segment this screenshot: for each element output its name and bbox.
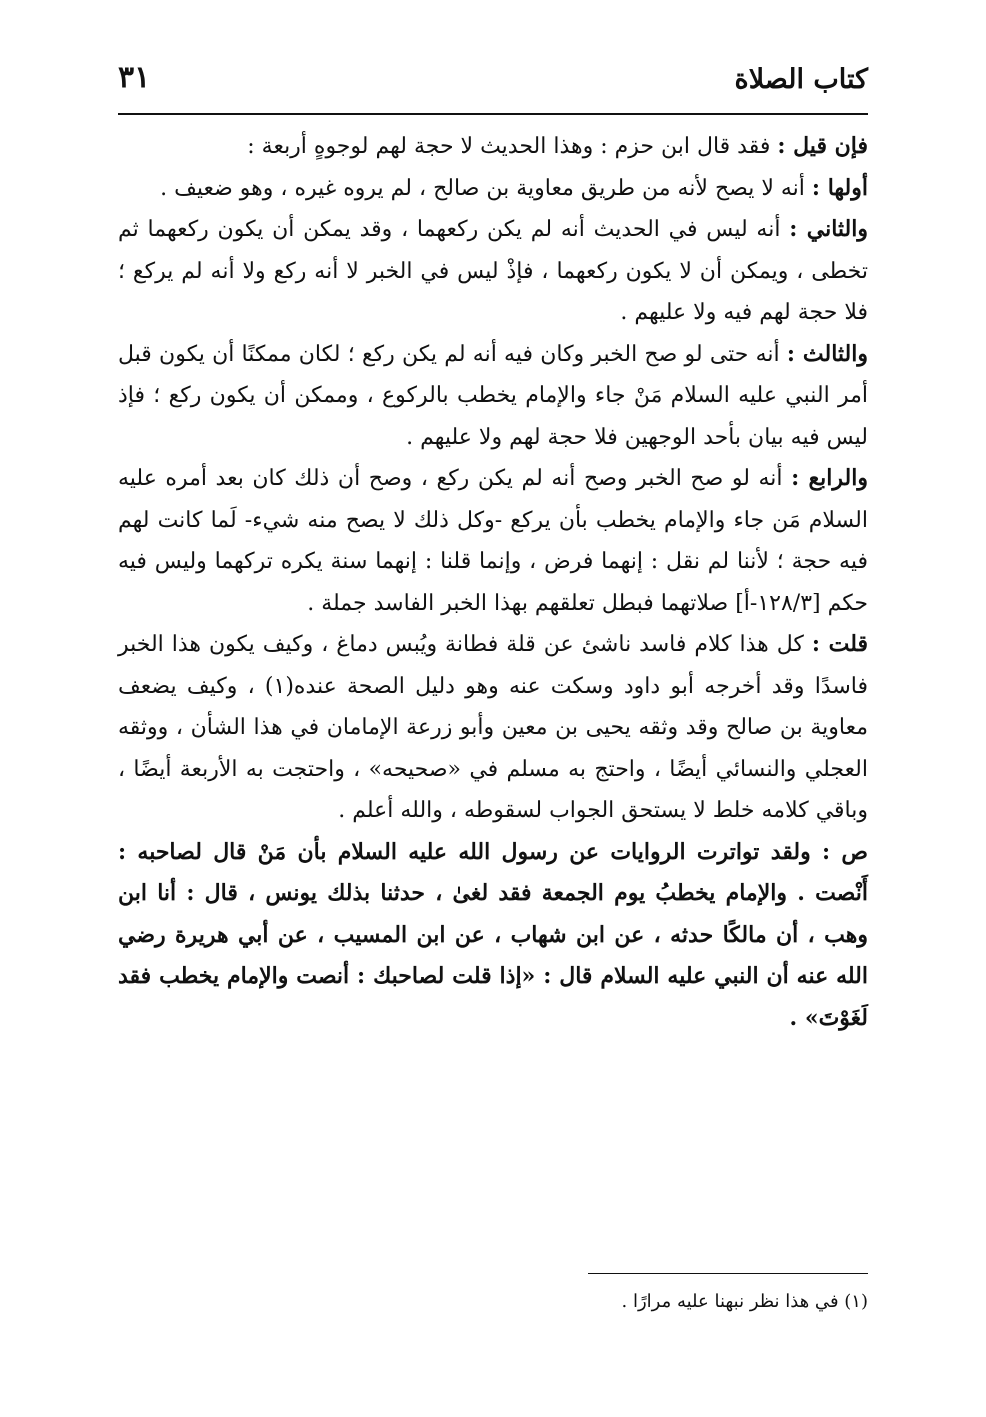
paragraph-text: ولقد تواترت الروايات عن رسول الله عليه السلام بأن مَنْ قال لصاحبه : أَنْصت . والإمام يخطبُ يوم الجمعة فقد لغىٰ ، حدثنا بذلك يونس ، قال : أنا ابن وهب ، أن مالكًا حدثه ، عن ابن شهاب ، عن ابن المسيب ، عن أبي هريرة رضي الله عنه أن النبي عليه السلام قال : «إذا قلت لصاحبك : أنصت والإمام يخطب فقد لَغَوْتَ» . xyxy=(118,838,868,1031)
book-title: كتاب الصلاة xyxy=(734,64,868,95)
paragraph-lead: قلت : xyxy=(811,631,868,657)
footnote-divider xyxy=(588,1273,868,1274)
paragraph-text: كل هذا كلام فاسد ناشئ عن قلة فطانة ويُبس دماغ ، وكيف يكون هذا الخبر فاسدًا وقد أخرجه أبو داود وسكت عنه وهو دليل الصحة عنده(١) ، وكيف يضعف معاوية بن صالح وقد وثقه يحيى بن معين وأبو زرعة الإمامان في هذا الشأن ، ووثقه العجلي والنسائي أيضًا ، واحتج به مسلم في «صحيحه» ، واحتجت به الأربعة أيضًا ، وباقي كلامه خلط لا يستحق الجواب لسقوطه ، والله أعلم . xyxy=(118,632,869,823)
header-divider xyxy=(118,113,868,115)
paragraph-text: أنه لا يصح لأنه من طريق معاوية بن صالح ، لم يروه غيره ، وهو ضعيف . xyxy=(160,175,812,201)
paragraph-text: أنه ليس في الحديث أنه لم يكن ركعهما ، وقد يمكن أن يكون ركعهما ثم تخطى ، ويمكن أن لا يكون ركعهما ، فإذْ ليس في الخبر لا أنه ركع ولا أنه لم يركع ؛ فلا حجة لهم فيه ولا عليهم . xyxy=(118,217,868,325)
paragraph-lead: والثاني : xyxy=(789,216,868,242)
paragraph-first xyxy=(118,168,868,210)
page-number: ٣١ xyxy=(118,60,151,95)
main-text xyxy=(118,126,868,1039)
paragraph-text: أنه لو صح الخبر وصح أنه لم يكن ركع ، وصح أن ذلك كان بعد أمره عليه السلام مَن جاء والإمام يخطب بأن يركع -وكل ذلك لا يصح منه شيء- لَما كانت لهم فيه حجة ؛ لأننا لم نقل : إنهما فرض ، وإنما قلنا : إنهما سنة يكره تركهما وليس فيه حكم [١٢٨/٣-أ] صلاتهما فبطل تعلقهم بهذا الخبر الفاسد جملة . xyxy=(118,466,868,616)
paragraph-lead: أولها : xyxy=(811,174,868,201)
paragraph-text: أنه حتى لو صح الخبر وكان فيه أنه لم يكن ركع ؛ لكان ممكنًا أن يكون قبل أمر النبي عليه السلام مَنْ جاء والإمام يخطب بالركوع ، وممكن أن يكون ركع ؛ فإذ ليس فيه بيان بأحد الوجهين فلا حجة لهم ولا عليهم . xyxy=(118,341,868,450)
paragraph-fourth xyxy=(118,458,868,624)
paragraph-text: فقد قال ابن حزم : وهذا الحديث لا حجة لهم لوجوهٍ أربعة : xyxy=(247,134,778,159)
paragraph-reply xyxy=(118,624,868,832)
paragraph-lead: فإن قيل : xyxy=(777,133,868,159)
paragraph-third xyxy=(118,334,868,459)
page-header xyxy=(118,56,868,114)
paragraph-lead: ص : xyxy=(821,838,868,865)
paragraph-objection xyxy=(118,126,868,168)
paragraph-lead: والثالث : xyxy=(786,340,868,367)
paragraph-quoted-text xyxy=(118,832,868,1040)
paragraph-lead: والرابع : xyxy=(791,465,868,491)
footnote: (١) في هذا نظر نبهنا عليه مرارًا . xyxy=(621,1291,868,1312)
paragraph-second xyxy=(118,209,868,334)
